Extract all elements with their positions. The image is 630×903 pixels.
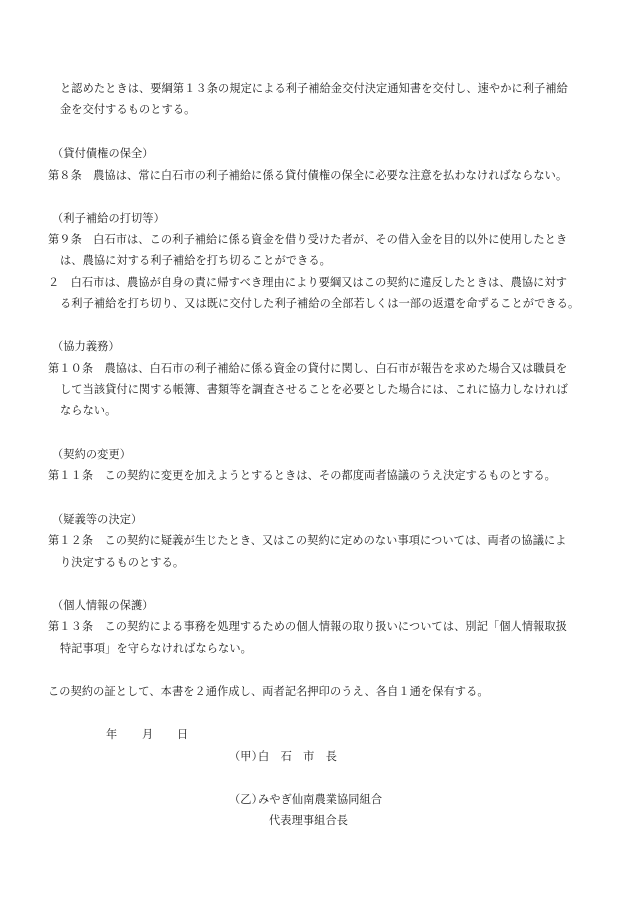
article-11-line-1: 第１１条 この契約に変更を加えようとするときは、その都度両者協議のうえ決定するものとする。: [48, 469, 556, 482]
article-11-heading: （契約の変更）: [52, 448, 132, 461]
date-month: 月: [142, 728, 154, 741]
article-10-line-2: して当該貸付に関する帳簿、書類等を調査させることを必要とした場合には、これに協力しなければ: [60, 383, 568, 396]
article-10-line-1: 第１０条 農協は、白石市の利子補給に係る資金の貸付に関し、白石市が報告を求めた場合又は職員を: [48, 362, 568, 375]
article-8-line-1: 第８条 農協は、常に白石市の利子補給に係る貸付債権の保全に必要な注意を払わなければならない。: [48, 169, 568, 182]
party-b-title: 代表理事組合長: [269, 814, 349, 827]
closing-statement: この契約の証として、本書を２通作成し、両者記名押印のうえ、各自１通を保有する。: [48, 685, 489, 698]
article-13-line-1: 第１３条 この契約による事務を処理するための個人情報の取り扱いについては、別記「個人情報取扱: [48, 620, 568, 633]
article-10-heading: （協力義務）: [52, 340, 120, 353]
intro-line-2: 金を交付するものとする。: [60, 103, 196, 116]
article-13-line-2: 特記事項」を守らなければならない。: [60, 642, 252, 655]
party-b-label: （乙）: [229, 793, 263, 806]
article-9-paragraph-2-line-2: る利子補給を打ち切り、又は既に交付した利子補給の全部若しくは一部の返還を命ずることができる。: [60, 297, 580, 310]
article-12-line-1: 第１２条 この契約に疑義が生じたとき、又はこの契約に定めのない事項については、両者の協議によ: [48, 534, 567, 547]
date-year: 年: [106, 728, 118, 741]
party-b-name: みやぎ仙南農業協同組合: [258, 793, 383, 806]
party-a-name: 白 石 市 長: [258, 750, 338, 763]
article-10-line-3: ならない。: [60, 404, 117, 417]
article-12-heading: （疑義等の決定）: [52, 513, 143, 526]
party-a-label: （甲）: [229, 750, 263, 763]
article-9-line-1: 第９条 白石市は、この利子補給に係る資金を借り受けた者が、その借入金を目的以外に使用したとき: [48, 233, 568, 246]
date-day: 日: [177, 728, 189, 741]
article-9-heading: （利子補給の打切等）: [52, 212, 165, 225]
intro-line-1: と認めたときは、要綱第１３条の規定による利子補給金交付決定通知書を交付し、速やかに利子補給: [60, 82, 568, 95]
article-13-heading: （個人情報の保護）: [52, 599, 154, 612]
article-9-paragraph-2-line-1: ２ 白石市は、農協が自身の責に帰すべき理由により要綱又はこの契約に違反したときは、農協に対す: [48, 276, 568, 289]
article-8-heading: （貸付債権の保全）: [52, 147, 154, 160]
article-12-line-2: り決定するものとする。: [60, 556, 185, 569]
article-9-line-2: は、農協に対する利子補給を打ち切ることができる。: [60, 254, 331, 267]
